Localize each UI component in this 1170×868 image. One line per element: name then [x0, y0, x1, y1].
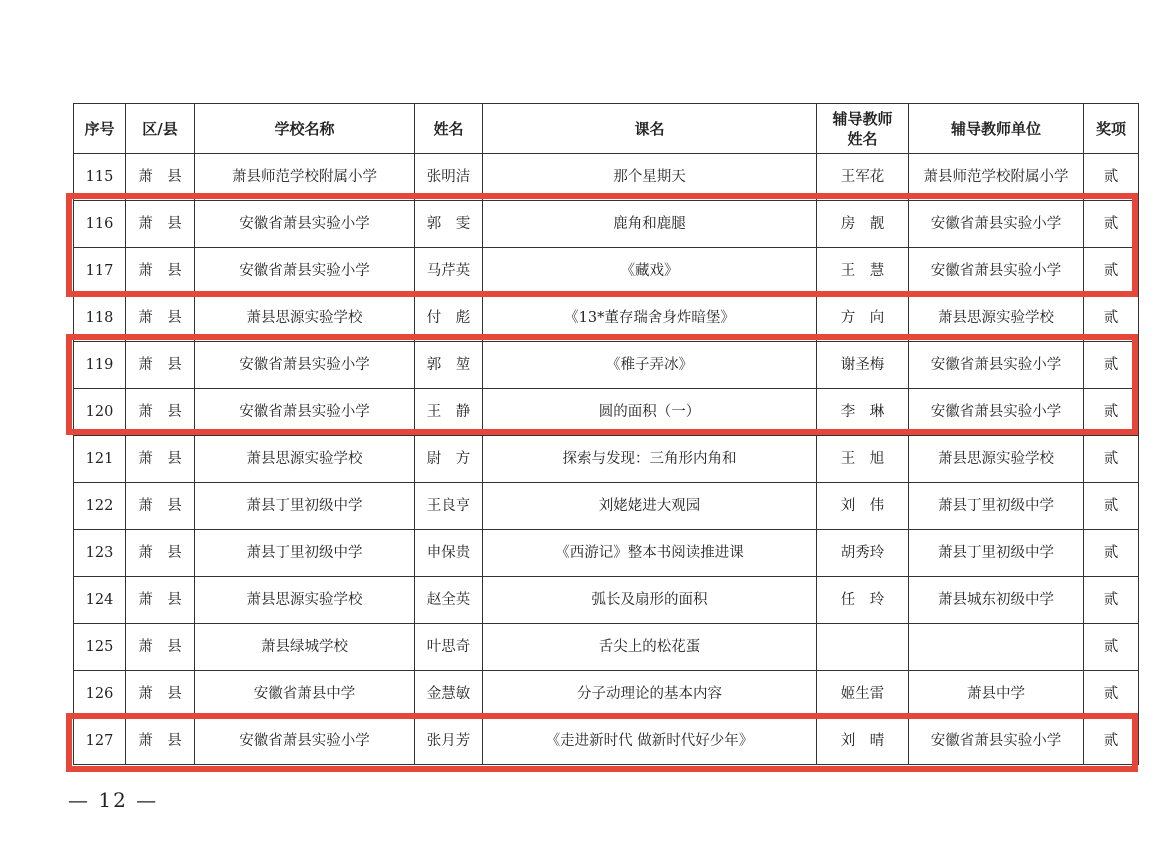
cell-name: 张月芳 [415, 718, 483, 765]
header-award: 奖项 [1084, 104, 1139, 154]
cell-tutor-unit [909, 624, 1084, 671]
cell-award: 贰 [1084, 389, 1139, 436]
cell-award: 贰 [1084, 248, 1139, 295]
cell-award: 贰 [1084, 154, 1139, 201]
cell-course: 圆的面积（一） [483, 389, 817, 436]
cell-award: 贰 [1084, 577, 1139, 624]
header-tutor-unit: 辅导教师单位 [909, 104, 1084, 154]
table-row [74, 577, 1139, 624]
cell-tutor-name: 谢圣梅 [817, 342, 909, 389]
cell-name: 付 彪 [415, 295, 483, 342]
cell-school: 萧县师范学校附属小学 [195, 154, 415, 201]
cell-district: 萧 县 [126, 389, 195, 436]
cell-district: 萧 县 [126, 248, 195, 295]
cell-name: 叶思奇 [415, 624, 483, 671]
cell-tutor-unit: 安徽省萧县实验小学 [909, 248, 1084, 295]
cell-school: 萧县绿城学校 [195, 624, 415, 671]
cell-name: 张明洁 [415, 154, 483, 201]
cell-school: 安徽省萧县实验小学 [195, 342, 415, 389]
header-tutor-line1: 辅导教师 [832, 109, 893, 128]
cell-district: 萧 县 [126, 201, 195, 248]
cell-award: 贰 [1084, 436, 1139, 483]
cell-tutor-unit: 安徽省萧县实验小学 [909, 389, 1084, 436]
table-row [74, 436, 1139, 483]
page-number: — 12 — [68, 788, 159, 812]
table-row [74, 201, 1139, 248]
cell-tutor-unit: 安徽省萧县实验小学 [909, 342, 1084, 389]
cell-index: 124 [74, 577, 126, 624]
cell-course: 《藏戏》 [483, 248, 817, 295]
award-table [73, 103, 1139, 765]
cell-school: 安徽省萧县实验小学 [195, 389, 415, 436]
table-row [74, 624, 1139, 671]
cell-school: 萧县丁里初级中学 [195, 483, 415, 530]
cell-name: 郭 雯 [415, 201, 483, 248]
cell-tutor-unit: 萧县丁里初级中学 [909, 530, 1084, 577]
header-course: 课名 [483, 104, 817, 154]
cell-district: 萧 县 [126, 154, 195, 201]
cell-tutor-name: 王 慧 [817, 248, 909, 295]
cell-course: 《西游记》整本书阅读推进课 [483, 530, 817, 577]
cell-tutor-name [817, 624, 909, 671]
cell-award: 贰 [1084, 671, 1139, 718]
cell-name: 王 静 [415, 389, 483, 436]
cell-district: 萧 县 [126, 295, 195, 342]
cell-school: 安徽省萧县实验小学 [195, 248, 415, 295]
cell-school: 安徽省萧县实验小学 [195, 718, 415, 765]
cell-name: 王良亨 [415, 483, 483, 530]
cell-name: 马芹英 [415, 248, 483, 295]
table-row [74, 389, 1139, 436]
cell-index: 119 [74, 342, 126, 389]
cell-award: 贰 [1084, 624, 1139, 671]
cell-tutor-unit: 萧县丁里初级中学 [909, 483, 1084, 530]
cell-index: 116 [74, 201, 126, 248]
cell-tutor-unit: 安徽省萧县实验小学 [909, 201, 1084, 248]
cell-index: 127 [74, 718, 126, 765]
cell-tutor-name: 刘 晴 [817, 718, 909, 765]
header-school: 学校名称 [195, 104, 415, 154]
cell-name: 金慧敏 [415, 671, 483, 718]
cell-award: 贰 [1084, 530, 1139, 577]
cell-tutor-name: 王军花 [817, 154, 909, 201]
cell-course: 刘姥姥进大观园 [483, 483, 817, 530]
cell-course: 探索与发现：三角形内角和 [483, 436, 817, 483]
cell-course: 那个星期天 [483, 154, 817, 201]
table-row [74, 154, 1139, 201]
cell-school: 萧县丁里初级中学 [195, 530, 415, 577]
table-row [74, 295, 1139, 342]
cell-index: 122 [74, 483, 126, 530]
cell-index: 126 [74, 671, 126, 718]
cell-award: 贰 [1084, 295, 1139, 342]
cell-name: 郭 堃 [415, 342, 483, 389]
cell-tutor-unit: 萧县中学 [909, 671, 1084, 718]
cell-tutor-name: 房 靓 [817, 201, 909, 248]
cell-district: 萧 县 [126, 436, 195, 483]
cell-tutor-name: 任 玲 [817, 577, 909, 624]
table-row [74, 718, 1139, 765]
cell-name: 赵全英 [415, 577, 483, 624]
cell-course: 分子动理论的基本内容 [483, 671, 817, 718]
cell-index: 121 [74, 436, 126, 483]
table-row [74, 342, 1139, 389]
cell-index: 118 [74, 295, 126, 342]
header-name: 姓名 [415, 104, 483, 154]
cell-tutor-name: 方 向 [817, 295, 909, 342]
cell-tutor-name: 胡秀玲 [817, 530, 909, 577]
cell-index: 117 [74, 248, 126, 295]
cell-school: 萧县思源实验学校 [195, 436, 415, 483]
cell-index: 115 [74, 154, 126, 201]
cell-course: 《稚子弄冰》 [483, 342, 817, 389]
cell-course: 弧长及扇形的面积 [483, 577, 817, 624]
cell-district: 萧 县 [126, 718, 195, 765]
cell-award: 贰 [1084, 201, 1139, 248]
cell-name: 尉 方 [415, 436, 483, 483]
header-tutor-line2: 姓名 [847, 129, 878, 148]
cell-index: 120 [74, 389, 126, 436]
cell-school: 萧县思源实验学校 [195, 295, 415, 342]
cell-index: 123 [74, 530, 126, 577]
header-tutor-name [817, 104, 909, 154]
cell-course: 舌尖上的松花蛋 [483, 624, 817, 671]
cell-tutor-name: 王 旭 [817, 436, 909, 483]
cell-tutor-unit: 萧县思源实验学校 [909, 295, 1084, 342]
cell-award: 贰 [1084, 718, 1139, 765]
cell-tutor-name: 姬生雷 [817, 671, 909, 718]
header-index: 序号 [74, 104, 126, 154]
cell-course: 《13*董存瑞舍身炸暗堡》 [483, 295, 817, 342]
table-header-row [74, 104, 1139, 154]
cell-award: 贰 [1084, 483, 1139, 530]
cell-district: 萧 县 [126, 624, 195, 671]
table-row [74, 671, 1139, 718]
cell-tutor-name: 刘 伟 [817, 483, 909, 530]
cell-district: 萧 县 [126, 577, 195, 624]
table-row [74, 483, 1139, 530]
header-district: 区/县 [126, 104, 195, 154]
cell-award: 贰 [1084, 342, 1139, 389]
cell-district: 萧 县 [126, 671, 195, 718]
cell-tutor-unit: 萧县思源实验学校 [909, 436, 1084, 483]
cell-district: 萧 县 [126, 530, 195, 577]
cell-tutor-unit: 萧县城东初级中学 [909, 577, 1084, 624]
cell-school: 安徽省萧县实验小学 [195, 201, 415, 248]
cell-index: 125 [74, 624, 126, 671]
cell-course: 《走进新时代 做新时代好少年》 [483, 718, 817, 765]
cell-tutor-unit: 萧县师范学校附属小学 [909, 154, 1084, 201]
table-row [74, 530, 1139, 577]
table-row [74, 248, 1139, 295]
cell-tutor-unit: 安徽省萧县实验小学 [909, 718, 1084, 765]
cell-tutor-name: 李 琳 [817, 389, 909, 436]
cell-course: 鹿角和鹿腿 [483, 201, 817, 248]
cell-name: 申保贵 [415, 530, 483, 577]
cell-district: 萧 县 [126, 483, 195, 530]
cell-school: 安徽省萧县中学 [195, 671, 415, 718]
cell-district: 萧 县 [126, 342, 195, 389]
cell-school: 萧县思源实验学校 [195, 577, 415, 624]
